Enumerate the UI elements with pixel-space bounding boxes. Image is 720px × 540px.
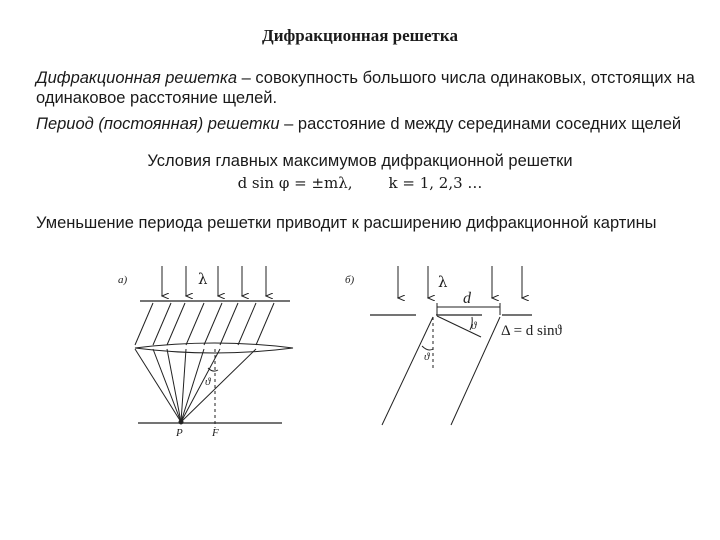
figure-b-delta: Δ = d sinϑ (501, 323, 562, 339)
figure-b (345, 266, 563, 425)
figure-a-diffracted-beams (135, 303, 274, 345)
figure-b-d-label: d (463, 290, 471, 307)
figure-a-focused-rays (135, 349, 256, 422)
figure-a-label-p: P (176, 427, 183, 439)
figure-b-theta-bottom: ϑ (424, 351, 430, 363)
definition-grating-text: – совокупность большого числа одинаковых, отстоящих на одинаковое расстояние щелей. (36, 69, 695, 107)
formula-k: k = 1, 2,3 … (388, 174, 483, 192)
figure-a-label-f: F (212, 427, 219, 439)
figure-b-ray-right (451, 317, 500, 425)
formula-main: d sin φ = ±mλ, (237, 174, 353, 192)
figure-b-incident-rays (398, 266, 522, 298)
figure-b-angle-arc-bottom (422, 346, 433, 350)
page-title: Дифракционная решетка (262, 26, 458, 45)
period-statement: Уменьшение периода решетки приводит к расширению дифракционной картины (36, 214, 657, 232)
figure-a-lens (135, 343, 293, 353)
figure-b-theta-top: ϑ (471, 320, 477, 332)
figure-b-ray-left (382, 317, 433, 425)
conditions-heading: Условия главных максимумов дифракционной решетки (147, 152, 573, 170)
definition-period-text: – расстояние d между серединами соседних щелей (279, 115, 682, 133)
figure-a-theta: ϑ (205, 376, 211, 388)
figure-a-point-p (179, 420, 183, 424)
figure-b-lambda: λ (438, 273, 448, 291)
figure-a-incident-rays (162, 266, 266, 296)
figure-b-label: б) (345, 274, 355, 286)
term-period: Период (постоянная) решетки (36, 115, 280, 133)
figure-a-label: а) (118, 274, 128, 286)
figure-a (118, 266, 293, 439)
term-grating: Дифракционная решетка (36, 69, 237, 87)
figure-a-lambda: λ (198, 270, 208, 288)
